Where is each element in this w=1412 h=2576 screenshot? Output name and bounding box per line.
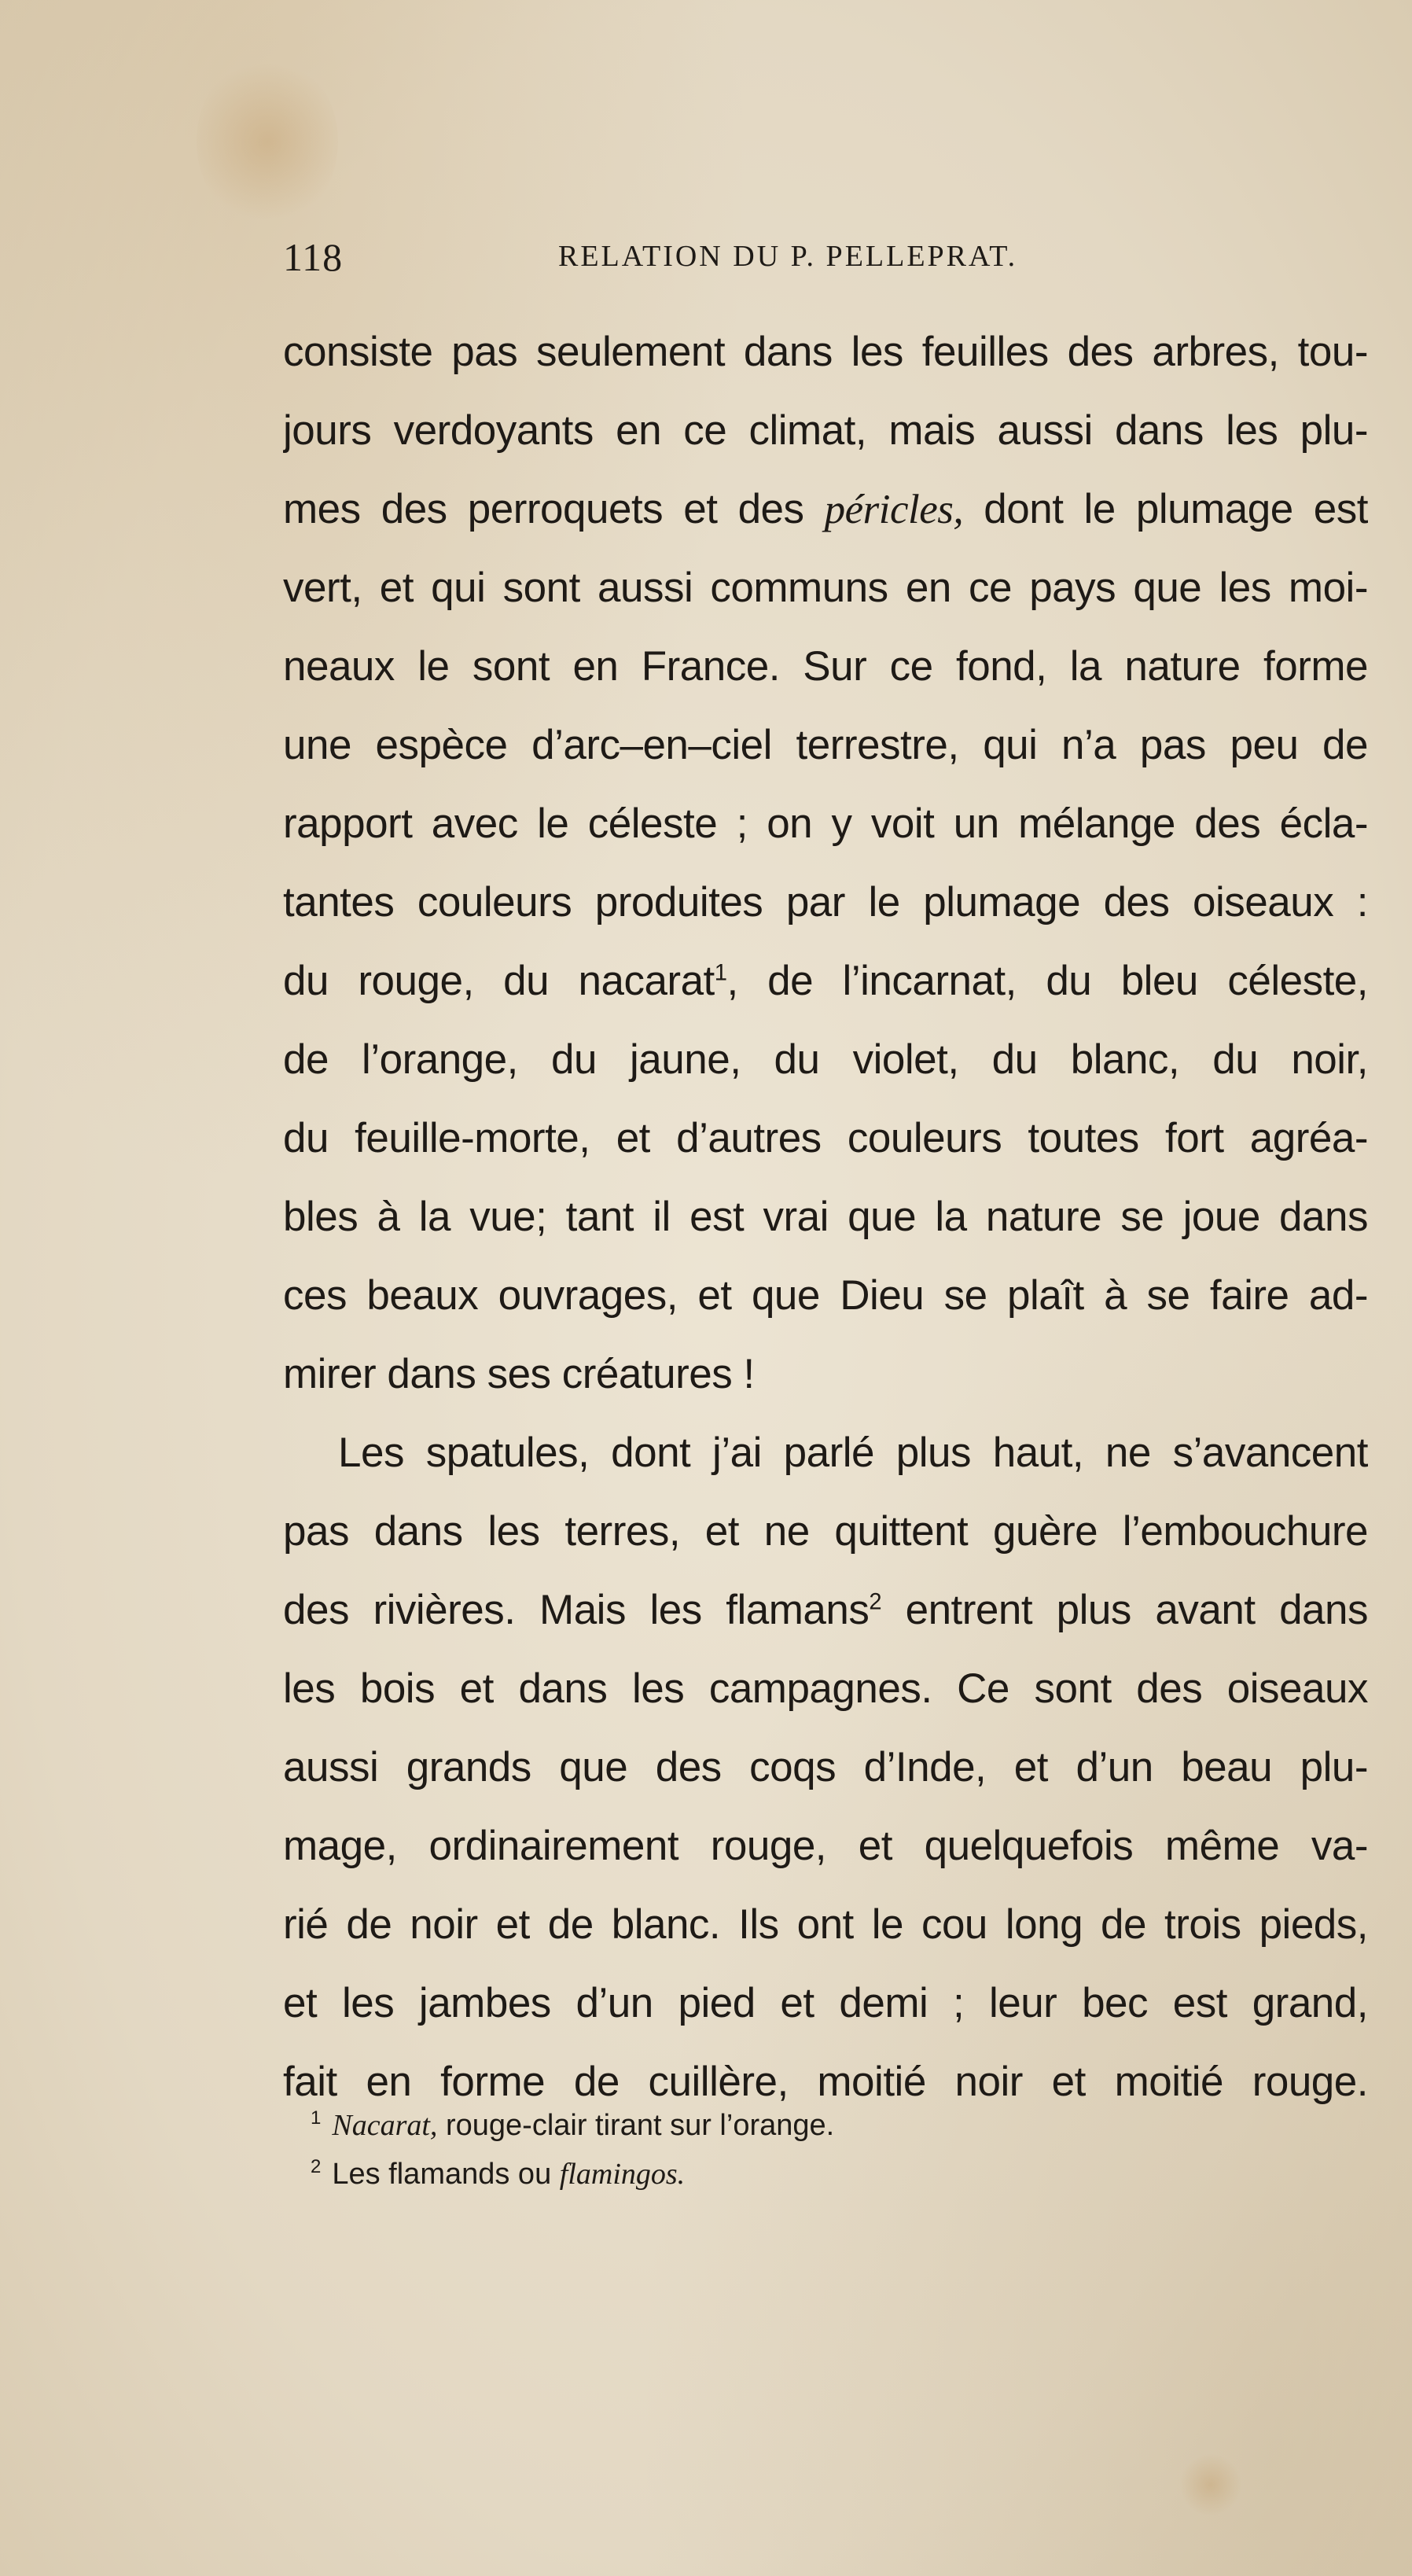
text-line: rié de noir et de blanc. Ils ont le cou long de trois pieds,	[283, 1901, 1368, 1948]
text-line: ces beaux ouvrages, et que Dieu se plaît à se faire ad-	[283, 1272, 1368, 1319]
text-line: du rouge, du nacarat$^1$, de l’incarnat, du bleu céleste,	[283, 958, 1368, 1004]
text-line: tantes couleurs produites par le plumage des oiseaux :	[283, 879, 1368, 926]
footnote-text: Les flamands ou	[332, 2158, 560, 2191]
page-number: 118	[283, 235, 344, 279]
footnote-ref: 1	[714, 960, 727, 986]
text-line: les bois et dans les campagnes. Ce sont des oiseaux	[283, 1665, 1368, 1712]
body-text	[283, 313, 1368, 2122]
footnotes	[311, 2101, 1254, 2199]
text-line: aussi grands que des coqs d’Inde, et d’un beau plu-	[283, 1744, 1368, 1790]
text-line: mirer dans ses créatures !	[283, 1351, 755, 1397]
paper-stain	[1179, 2453, 1242, 2516]
text-line: bles à la vue; tant il est vrai que la nature se joue dans	[283, 1194, 1368, 1240]
text-line: vert, et qui sont aussi communs en ce pays que les moi-	[283, 565, 1368, 611]
italic-term: péricles,	[824, 487, 964, 532]
footnote-ref: 2	[869, 1589, 882, 1615]
footnote	[311, 2150, 1254, 2199]
text-line: consiste pas seulement dans les feuilles des arbres, tou-	[283, 329, 1368, 375]
text-line: de l’orange, du jaune, du violet, du blanc, du noir,	[283, 1036, 1368, 1083]
text-line: et les jambes d’un pied et demi ; leur bec est grand,	[283, 1980, 1368, 2026]
text-line: des rivières. Mais les flamans$^2$ entrent plus avant dans	[283, 1587, 1368, 1633]
text-line: Les spatules, dont j’ai parlé plus haut, ne s’avancent	[338, 1430, 1368, 1476]
footnote-term: flamingos.	[559, 2158, 686, 2191]
text-line: jours verdoyants en ce climat, mais aussi dans les plu-	[283, 407, 1368, 454]
text-line: mes des perroquets et des péricles, dont le plumage est	[283, 486, 1368, 532]
paper-stain	[197, 55, 338, 228]
text-line: neaux le sont en France. Sur ce fond, la nature forme	[283, 643, 1368, 690]
text-line: rapport avec le céleste ; on y voit un mélange des écla-	[283, 800, 1368, 847]
running-head: RELATION DU P. PELLEPRAT.	[558, 240, 1018, 273]
text-line: du feuille-morte, et d’autres couleurs toutes fort agréa-	[283, 1115, 1368, 1161]
page-header	[283, 234, 1101, 289]
footnote-term: Nacarat,	[332, 2109, 438, 2142]
footnote-mark: 2	[311, 2156, 322, 2178]
text-line: une espèce d’arc–en–ciel terrestre, qui n’a pas peu de	[283, 722, 1368, 768]
footnote	[311, 2101, 1254, 2150]
text-line: mage, ordinairement rouge, et quelquefois même va-	[283, 1823, 1368, 1869]
text-line: pas dans les terres, et ne quittent guère l’embouchure	[283, 1508, 1368, 1555]
footnote-mark: 1	[311, 2107, 322, 2129]
footnote-text: rouge-clair tirant sur l’orange.	[437, 2109, 835, 2142]
text-line: fait en forme de cuillère, moitié noir et moitié rouge.	[283, 2059, 1368, 2105]
